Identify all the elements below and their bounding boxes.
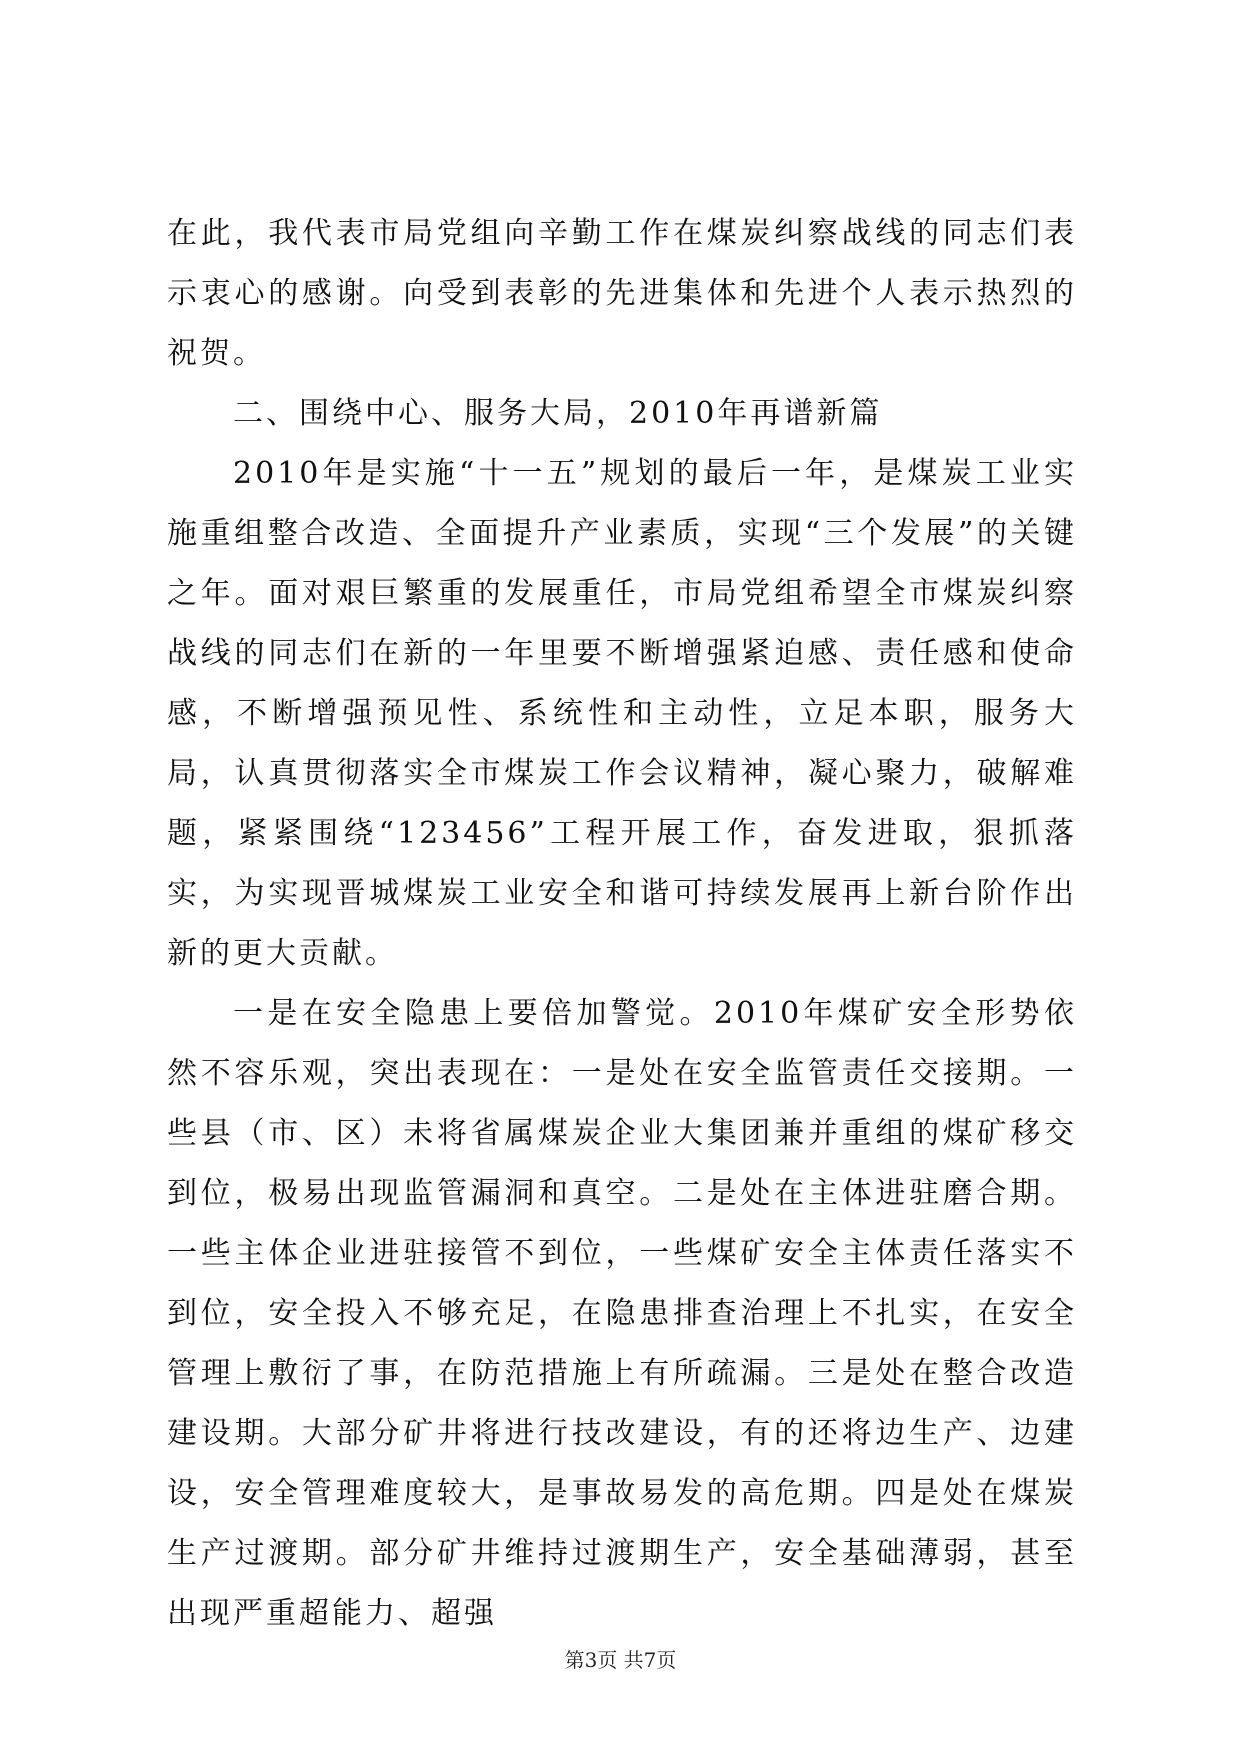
- paragraph-safety-alert: 一是在安全隐患上要倍加警觉。2010年煤矿安全形势依然不容乐观，突出表现在：一是处在安全监管责任交接期。一些县（市、区）未将省属煤炭企业大集团兼并重组的煤矿移交到位，极易出现监管漏洞和真空。二是处在主体进驻磨合期。一些主体企业进驻接管不到位，一些煤矿安全主体责任落实不到位，安全投入不够充足，在隐患排查治理上不扎实，在安全管理上敷衍了事，在防范措施上有所疏漏。三是处在整合改造建设期。大部分矿井将进行技改建设，有的还将边生产、边建设，安全管理难度较大，是事故易发的高危期。四是处在煤炭生产过渡期。部分矿井维持过渡期生产，安全基础薄弱，甚至出现严重超能力、超强: [167, 996, 1077, 1631]
- section-heading: 二、围绕中心、服务大局，2010年再谱新篇: [233, 396, 883, 431]
- page-number: 第3页 共7页: [564, 1648, 677, 1672]
- document-body: [167, 204, 1077, 1644]
- page-footer: [0, 1646, 1241, 1674]
- paragraph-2010-overview: 2010年是实施“十一五”规划的最后一年，是煤炭工业实施重组整合改造、全面提升产业素质，实现“三个发展”的关键之年。面对艰巨繁重的发展重任，市局党组希望全市煤炭纠察战线的同志们在新的一年里要不断增强紧迫感、责任感和使命感，不断增强预见性、系统性和主动性，立足本职，服务大局，认真贯彻落实全市煤炭工作会议精神，凝心聚力，破解难题，紧紧围绕“123456”工程开展工作，奋发进取，狠抓落实，为实现晋城煤炭工业安全和谐可持续发展再上新台阶作出新的更大贡献。: [167, 456, 1077, 971]
- paragraph-continuation: 在此，我代表市局党组向辛勤工作在煤炭纠察战线的同志们表示衷心的感谢。向受到表彰的先进集体和先进个人表示热烈的祝贺。: [167, 216, 1077, 371]
